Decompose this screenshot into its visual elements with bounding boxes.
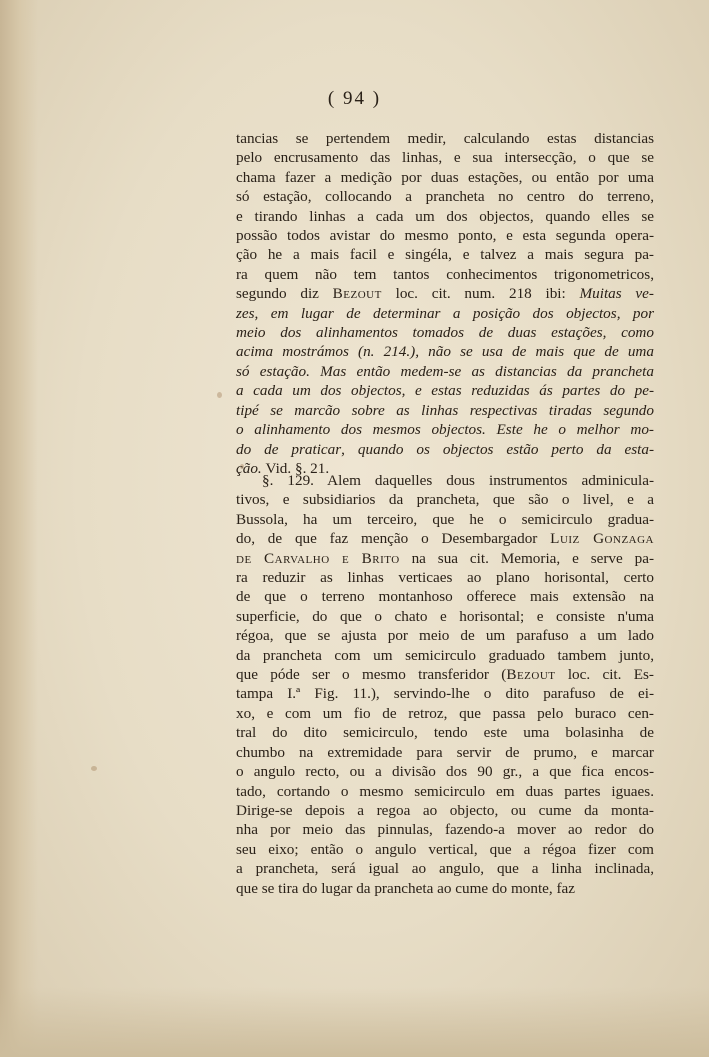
ink-stain [91, 766, 97, 771]
text-segment: pelo encrusamento das linhas, e sua intersecção, o que se [236, 149, 654, 167]
text-line [236, 879, 654, 898]
text-line [236, 801, 654, 820]
text-segment: meio dos alinhamentos tomados de duas estações, como [236, 324, 654, 342]
text-segment: ção. [236, 459, 266, 477]
text-line [236, 762, 654, 781]
text-line [236, 840, 654, 859]
text-line [236, 284, 654, 303]
text-line [236, 665, 654, 684]
text-segment: tipé se marcão sobre as linhas respectivas tiradas segundo [236, 401, 654, 419]
text-line [236, 420, 654, 439]
text-line [236, 401, 654, 420]
text-segment: loc. cit. num. 218 ibi: [381, 285, 580, 303]
text-segment: loc. cit. Es- [555, 666, 654, 684]
text-line [236, 743, 654, 762]
text-line [236, 323, 654, 342]
text-line [236, 245, 654, 264]
text-line [236, 782, 654, 801]
text-segment: Vid. §. 21. [265, 459, 330, 477]
text-segment: de Carvalho e Brito [236, 549, 400, 567]
text-segment: seu eixo; então o angulo vertical, que a régoa fizer com [236, 840, 654, 858]
text-segment: o alinhamento dos mesmos objectos. Este he o melhor mo- [236, 421, 654, 439]
paragraph-2 [236, 471, 654, 898]
text-segment: só estação. Mas então medem-se as distancias da prancheta [236, 362, 654, 380]
text-segment: quando os objectos estão perto da esta- [357, 440, 654, 458]
text-line [236, 646, 654, 665]
ink-stain [217, 392, 222, 398]
text-segment: a cada um dos objectos, e estas reduzidas ás partes do pe- [236, 382, 654, 400]
text-segment: de que o terreno montanhoso offerece mais extensão na [236, 588, 654, 606]
text-segment: na sua cit. Memoria, e serve pa- [399, 549, 654, 567]
text-segment: que póde ser o mesmo transferidor ( [236, 666, 507, 684]
text-segment: acima mostrámos (n. 214.), não se usa de mais que de uma [236, 343, 654, 361]
text-line [236, 684, 654, 703]
text-segment: Dirige-se depois a regoa ao objecto, ou cume da monta- [236, 801, 654, 819]
text-segment: §. 129. Alem daquelles dous instrumentos adminicula- [262, 472, 654, 489]
text-line [236, 440, 654, 459]
text-line [236, 529, 654, 548]
text-line [236, 362, 654, 381]
paragraph-1 [236, 129, 654, 478]
text-line [236, 607, 654, 626]
page-number: ( 94 ) [327, 88, 382, 109]
text-segment: , [341, 440, 358, 458]
text-segment: tivos, e subsidiarios da prancheta, que são o livel, e a [236, 491, 654, 509]
text-segment: tampa I.ª Fig. 11.), servindo-lhe o dito parafuso de ei- [236, 685, 654, 703]
text-segment: régoa, que se ajusta por meio de um parafuso a um lado [236, 627, 654, 645]
text-line [236, 471, 654, 490]
text-segment: possão todos avistar do mesmo ponto, e esta segunda opera- [236, 227, 654, 245]
text-segment: tado, cortando o mesmo semicirculo em duas partes iguaes. [236, 782, 654, 800]
text-segment: Muitas ve- [579, 285, 654, 303]
text-line [236, 187, 654, 206]
text-segment: a prancheta, será igual ao angulo, que a linha inclinada, [236, 860, 654, 878]
text-segment: Bezout [332, 285, 382, 303]
text-line [236, 723, 654, 742]
text-segment: o angulo recto, ou a divisão dos 90 gr., a que fica encos- [236, 763, 654, 781]
text-line [236, 568, 654, 587]
text-segment: que se tira do lugar da prancheta ao cume do monte, faz [236, 879, 576, 897]
text-line [236, 820, 654, 839]
text-segment: Bezout [506, 666, 556, 684]
text-line [236, 342, 654, 361]
text-line [236, 226, 654, 245]
text-segment: só estação, collocando a prancheta no centro do terreno, [236, 188, 654, 206]
text-line [236, 549, 654, 568]
text-segment: Bussola, ha um terceiro, que he o semicirculo gradua- [236, 510, 654, 528]
page-left-edge-shadow [0, 0, 38, 1057]
text-segment: do de praticar [236, 440, 342, 458]
text-line [236, 859, 654, 878]
text-segment: nha por meio das pinnulas, fazendo-a mover ao redor do [236, 821, 654, 839]
text-line [236, 207, 654, 226]
text-segment: zes, em lugar de determinar a posição dos objectos, por [236, 304, 654, 322]
text-line [236, 168, 654, 187]
text-line [236, 704, 654, 723]
text-line [236, 381, 654, 400]
text-segment: chama fazer a medição por duas estações, ou então por uma [236, 168, 654, 186]
text-line [236, 265, 654, 284]
page-bottom-edge-shadow [0, 987, 709, 1057]
text-line [236, 148, 654, 167]
text-segment: segundo diz [236, 285, 333, 303]
text-segment: ção he a mais facil e singéla, e talvez a mais segura pa- [236, 246, 654, 264]
text-segment: Luiz Gonzaga [550, 530, 654, 548]
text-segment: tancias se pertendem medir, calculando estas distancias [236, 130, 654, 147]
text-segment: do, de que faz menção o Desembargador [236, 530, 551, 548]
text-line [236, 304, 654, 323]
text-line [236, 626, 654, 645]
text-line [236, 129, 654, 148]
text-segment: tral do dito semicirculo, tendo este uma bolasinha de [236, 724, 654, 742]
text-segment: superficie, do que o chato e horisontal; e consiste n'uma [236, 607, 654, 625]
text-line [236, 510, 654, 529]
text-segment: e tirando linhas a cada um dos objectos, quando elles se [236, 207, 654, 225]
text-segment: ra reduzir as linhas verticaes ao plano horisontal, certo [236, 569, 654, 587]
text-segment: da prancheta com um semicirculo graduado tambem junto, [236, 646, 654, 664]
text-segment: xo, e com um fio de retroz, que passa pelo buraco cen- [236, 704, 654, 722]
text-line [236, 587, 654, 606]
text-segment: chumbo na extremidade para servir de prumo, e marcar [236, 743, 654, 761]
text-segment: ra quem não tem tantos conhecimentos trigonometricos, [236, 265, 654, 283]
text-line [236, 490, 654, 509]
